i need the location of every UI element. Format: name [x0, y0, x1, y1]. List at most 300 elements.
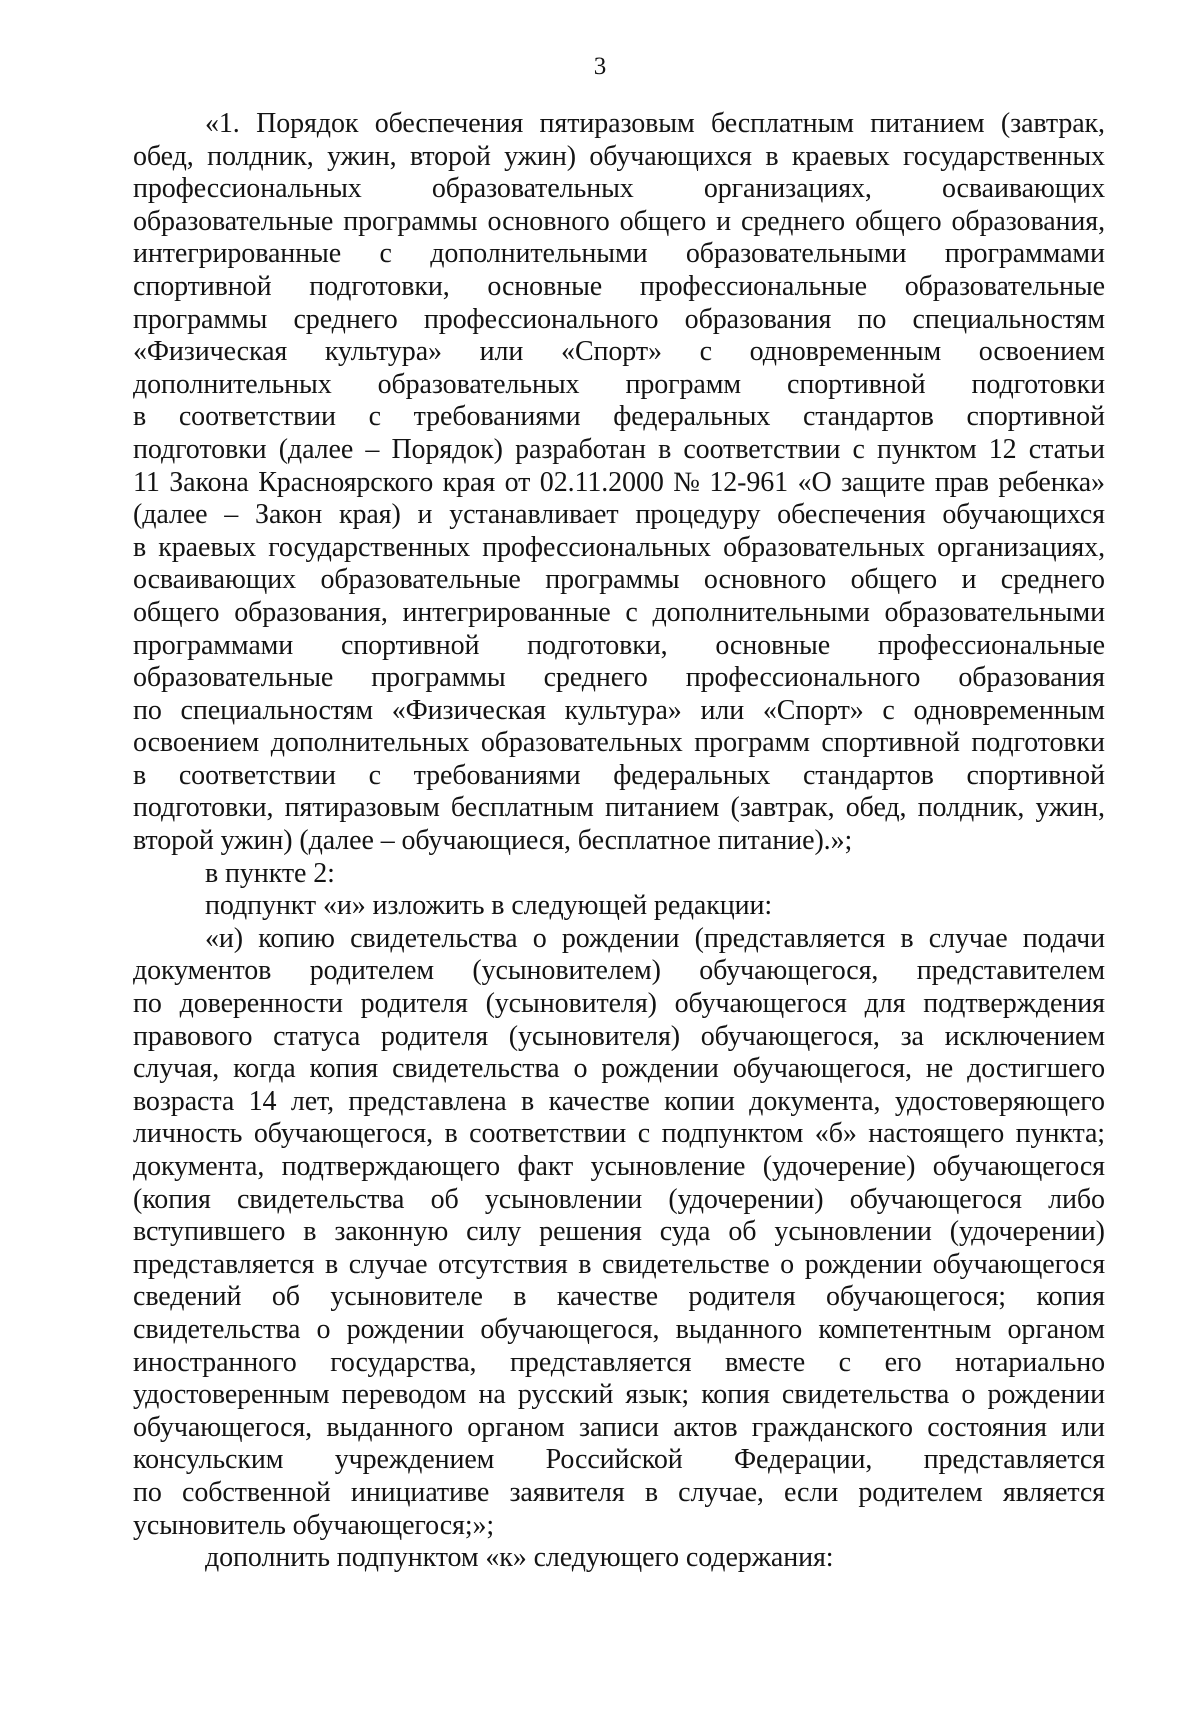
- word: №: [673, 466, 700, 498]
- word: усыновление: [590, 1151, 746, 1182]
- word: документа,: [749, 1085, 881, 1117]
- word: с: [838, 1346, 851, 1378]
- word: образовательные: [133, 662, 334, 694]
- word: в: [900, 922, 914, 954]
- word: в: [644, 1476, 658, 1508]
- text-line: [133, 108, 1105, 141]
- word: одновременным: [749, 336, 942, 368]
- word: обучающегося,: [253, 1118, 433, 1150]
- text-line: [133, 173, 1105, 206]
- word: компетентным: [818, 1313, 992, 1345]
- word: спортивной: [787, 368, 926, 400]
- word: подпунктом: [661, 1118, 804, 1150]
- word: обеспечения: [777, 499, 926, 531]
- word: (удочерение): [762, 1151, 916, 1182]
- word: (удочерении): [949, 1216, 1105, 1248]
- word: иностранного: [133, 1346, 297, 1378]
- text-line: [133, 597, 1105, 630]
- word: организациях,: [937, 531, 1105, 563]
- word: обучающегося,: [133, 1411, 313, 1443]
- text-line: [133, 923, 1105, 956]
- word: осваивающих: [941, 173, 1105, 205]
- word: образовательные: [320, 564, 521, 596]
- word: образовательными: [884, 596, 1105, 628]
- word: программы: [371, 662, 506, 694]
- word: исключением: [944, 1020, 1105, 1052]
- word: и: [417, 499, 433, 531]
- paragraph: [133, 1542, 1105, 1575]
- word: программ: [625, 368, 741, 400]
- word: (представляется: [694, 922, 886, 954]
- word: об: [728, 1216, 757, 1248]
- word: государственных: [268, 531, 471, 563]
- word: в: [765, 140, 779, 172]
- text-line: [133, 271, 1105, 304]
- word: общего: [850, 564, 937, 596]
- text-line: [133, 988, 1105, 1021]
- word: с: [368, 759, 381, 791]
- word: консульским: [133, 1444, 284, 1476]
- word: профессиональных: [133, 173, 362, 205]
- word: Российской: [545, 1444, 683, 1476]
- word: гражданского: [751, 1411, 913, 1443]
- word: освоением: [978, 336, 1105, 368]
- word: интегрированные: [133, 238, 342, 270]
- word: статьи: [1028, 433, 1105, 465]
- word: «1.: [205, 108, 240, 139]
- word: стандартов: [802, 401, 934, 433]
- word: настоящего: [868, 1118, 1005, 1150]
- word: обучающегося,: [480, 1313, 660, 1345]
- word: с: [637, 1118, 651, 1150]
- word: когда: [233, 1053, 296, 1085]
- word: инициативе: [350, 1476, 490, 1508]
- word: 02.11.2000: [539, 466, 664, 498]
- word: –: [224, 499, 239, 531]
- paragraph: [133, 923, 1105, 1542]
- word: в: [658, 433, 672, 465]
- word: «Физическая: [391, 694, 546, 726]
- word: родителя: [380, 1020, 489, 1052]
- word: язык;: [625, 1379, 690, 1411]
- word: полдник,: [207, 140, 314, 172]
- word: интегрированные: [402, 596, 611, 628]
- word: образовательными: [685, 238, 907, 270]
- word: отсутствия: [438, 1248, 568, 1280]
- word: профессионального: [685, 662, 921, 694]
- word: образовательных: [480, 727, 683, 759]
- word: 12: [988, 433, 1017, 465]
- word: бесплатным: [710, 108, 854, 139]
- word: рождении: [987, 1379, 1105, 1411]
- word: спортивной: [966, 401, 1105, 433]
- word: «б»: [814, 1118, 857, 1150]
- page-number: 3: [593, 53, 607, 80]
- word: (удочерении): [668, 1183, 824, 1215]
- text-line: [133, 1281, 1105, 1314]
- word: органом: [1007, 1313, 1105, 1345]
- word: второй: [409, 140, 491, 172]
- word: среднего: [1000, 564, 1105, 596]
- word: пятиразовым: [539, 108, 695, 139]
- word: с: [699, 336, 712, 368]
- word: культура»: [324, 336, 442, 368]
- word: суда: [659, 1216, 711, 1248]
- word: качестве: [556, 1281, 658, 1313]
- word: с: [852, 433, 865, 465]
- word: общего: [855, 205, 942, 237]
- word: 11: [133, 466, 160, 498]
- word: общего: [133, 596, 220, 628]
- text-line: [133, 662, 1105, 695]
- word: в: [133, 531, 147, 563]
- text-line: [133, 695, 1105, 728]
- word: обучающегося,: [700, 1020, 880, 1052]
- word: федеральных: [613, 401, 771, 433]
- text-line: [133, 434, 1105, 467]
- word: свидетельства: [392, 1053, 560, 1085]
- word: программы: [545, 564, 680, 596]
- word: обучающегося,: [732, 1053, 912, 1085]
- word: Порядок: [256, 108, 359, 139]
- word: подготовки,: [133, 792, 274, 824]
- word: образования,: [234, 596, 388, 628]
- text-line: [133, 1314, 1105, 1347]
- word: обучающегося: [932, 1248, 1105, 1280]
- word: или: [700, 694, 745, 726]
- word: случае: [348, 1248, 428, 1280]
- word: требованиями: [413, 401, 581, 433]
- word: лет,: [290, 1085, 334, 1117]
- word: «Спорт»: [762, 694, 864, 726]
- word: статуса: [273, 1020, 361, 1052]
- word: силу: [466, 1216, 522, 1248]
- text-line: [133, 760, 1105, 793]
- word: усыновителе: [330, 1281, 483, 1313]
- word: осваивающих: [133, 564, 297, 596]
- word: обучающихся: [589, 140, 752, 172]
- word: «и): [205, 922, 244, 954]
- word: достигшего: [967, 1053, 1105, 1085]
- word: актов: [673, 1411, 738, 1443]
- word: (завтрак,: [730, 792, 835, 824]
- word: Закона: [169, 466, 249, 498]
- word: и: [961, 564, 977, 596]
- word: дополнительных: [133, 368, 332, 400]
- word: за: [900, 1020, 924, 1052]
- word: личность: [133, 1118, 243, 1150]
- word: записи: [579, 1411, 659, 1443]
- text-line: [133, 141, 1105, 174]
- word: основные: [487, 270, 603, 302]
- text-line: [133, 1444, 1105, 1477]
- word: профессиональные: [877, 629, 1105, 661]
- word: края: [442, 466, 496, 498]
- word: его: [884, 1346, 922, 1378]
- word: переводом: [341, 1379, 467, 1411]
- word: федеральных: [613, 759, 771, 791]
- word: одновременным: [913, 694, 1105, 726]
- word: родителя: [688, 1281, 796, 1313]
- word: русский: [517, 1379, 614, 1411]
- word: вступившего: [133, 1216, 286, 1248]
- paragraph: [133, 858, 1105, 891]
- word: освоением: [133, 727, 260, 759]
- word: с: [625, 596, 638, 628]
- word: стандартов: [802, 759, 934, 791]
- word: соответствии: [178, 401, 336, 433]
- word: обучающегося: [849, 1183, 1022, 1215]
- text-line: [133, 369, 1105, 402]
- word: представляется: [133, 1248, 315, 1280]
- word: удостоверенным: [133, 1379, 330, 1411]
- word: подтверждающего: [281, 1151, 501, 1182]
- word: –: [365, 433, 380, 465]
- word: программ: [694, 727, 810, 759]
- text-line: [133, 467, 1105, 500]
- text-line: [133, 336, 1105, 369]
- word: в: [133, 401, 147, 433]
- word: обучающихся: [942, 499, 1105, 531]
- word: подготовки: [971, 727, 1105, 759]
- word: профессионального: [423, 303, 659, 335]
- text-line: [133, 238, 1105, 271]
- word: об: [430, 1183, 459, 1215]
- word: Закон: [255, 499, 323, 531]
- word: свидетельства: [236, 1183, 405, 1215]
- text-line: [133, 1053, 1105, 1086]
- word: образовательных: [431, 173, 634, 205]
- text-line: [133, 1118, 1105, 1151]
- word: свидетельства: [781, 1379, 950, 1411]
- word: о: [532, 922, 547, 954]
- word: обучающегося: [932, 1151, 1105, 1182]
- word: государства,: [330, 1346, 477, 1378]
- word: специальностям: [180, 694, 373, 726]
- word: законную: [334, 1216, 449, 1248]
- word: образования,: [951, 205, 1105, 237]
- text-line: [133, 630, 1105, 663]
- word: ужин,: [1035, 792, 1105, 824]
- text-line: [133, 532, 1105, 565]
- text-line: [133, 304, 1105, 337]
- word: органом: [467, 1411, 565, 1443]
- text-line: [133, 727, 1105, 760]
- word: ужин,: [327, 140, 397, 172]
- word: обучающегося: [674, 988, 847, 1020]
- word: в: [303, 1216, 317, 1248]
- word: образования: [684, 303, 832, 335]
- word: программы: [133, 303, 268, 335]
- word: образовательные: [133, 205, 334, 237]
- word: Красноярского: [258, 466, 434, 498]
- paragraph: [133, 108, 1105, 858]
- word: случая,: [133, 1053, 220, 1085]
- text-line: усыновитель обучающегося;»;: [133, 1509, 495, 1541]
- word: дополнительных: [270, 727, 470, 759]
- word: среднего: [293, 303, 398, 335]
- word: копия: [701, 1379, 770, 1411]
- word: «Физическая: [133, 336, 288, 368]
- word: факт: [517, 1151, 574, 1182]
- text-line: подпункт «и» изложить в следующей редакции:: [205, 890, 773, 922]
- word: Федерации,: [734, 1444, 873, 1476]
- word: усыновлении: [774, 1216, 932, 1248]
- text-line: [133, 1347, 1105, 1380]
- word: края): [338, 499, 401, 531]
- word: краевых: [158, 531, 257, 563]
- word: нотариально: [955, 1346, 1105, 1378]
- text-line: [133, 401, 1105, 434]
- word: свидетельстве: [602, 1248, 770, 1280]
- word: копия: [309, 1053, 379, 1085]
- word: 14: [248, 1085, 277, 1117]
- word: защите: [841, 466, 926, 498]
- word: подготовки: [971, 368, 1105, 400]
- word: (усыновителем): [472, 955, 661, 987]
- word: разработан: [515, 433, 646, 465]
- word: или: [1061, 1411, 1105, 1443]
- word: обучающегося,: [699, 955, 879, 987]
- word: подготовки,: [309, 270, 450, 302]
- word: среднего: [543, 662, 648, 694]
- word: родителем: [858, 1476, 983, 1508]
- word: выданного: [326, 1411, 453, 1443]
- word: заявителя: [509, 1476, 625, 1508]
- text-line: [133, 206, 1105, 239]
- word: ужин): [504, 140, 576, 172]
- word: ребенка»: [998, 466, 1105, 498]
- word: и: [716, 205, 731, 237]
- word: (завтрак,: [1000, 108, 1105, 139]
- word: не: [925, 1053, 954, 1085]
- word: прав: [934, 466, 989, 498]
- word: программами: [944, 238, 1105, 270]
- word: питанием: [870, 108, 985, 139]
- word: возраста: [133, 1085, 235, 1117]
- word: требованиями: [413, 759, 581, 791]
- paragraph: [133, 890, 1105, 923]
- text-line: [133, 955, 1105, 988]
- word: (далее: [278, 433, 354, 465]
- word: основного: [487, 205, 610, 237]
- word: в: [578, 1248, 592, 1280]
- word: по: [133, 1476, 162, 1508]
- word: родителем: [309, 955, 434, 987]
- word: подготовки,: [527, 629, 668, 661]
- text-line: второй ужин) (далее – обучающиеся, бесплатное питание).»;: [133, 825, 853, 857]
- word: в: [521, 1085, 535, 1117]
- word: для: [864, 988, 906, 1020]
- word: документов: [133, 955, 272, 987]
- word: основные: [715, 629, 831, 661]
- text-line: [133, 1184, 1105, 1217]
- word: родителя: [360, 988, 468, 1020]
- word: свидетельства: [350, 922, 518, 954]
- word: правового: [133, 1020, 253, 1052]
- text-line: [133, 1379, 1105, 1412]
- text-line: дополнить подпунктом «к» следующего содержания:: [205, 1542, 834, 1574]
- word: дополнительными: [652, 596, 870, 628]
- word: соответствии: [178, 759, 336, 791]
- word: (далее: [133, 499, 208, 531]
- word: полдник,: [917, 792, 1025, 824]
- word: рождении: [561, 922, 680, 954]
- word: (усыновителя): [508, 1020, 681, 1052]
- word: с: [882, 694, 895, 726]
- word: образовательных: [377, 368, 580, 400]
- word: по: [133, 694, 162, 726]
- word: сведений: [133, 1281, 242, 1313]
- word: копии: [664, 1085, 735, 1117]
- word: решения: [539, 1216, 642, 1248]
- document-body: [133, 108, 1105, 1575]
- word: копию: [258, 922, 335, 954]
- word: подтверждения: [923, 988, 1105, 1020]
- word: копия: [1036, 1281, 1105, 1313]
- word: пунктом: [877, 433, 977, 465]
- word: по: [857, 303, 887, 335]
- word: в: [513, 1281, 527, 1313]
- word: образовательных: [723, 531, 925, 563]
- word: «Спорт»: [561, 336, 662, 368]
- word: случае: [928, 922, 1008, 954]
- word: государственных: [903, 140, 1105, 172]
- word: дополнительными: [430, 238, 648, 270]
- word: учреждением: [334, 1444, 495, 1476]
- word: представляется: [923, 1444, 1105, 1476]
- word: спортивной: [966, 759, 1105, 791]
- word: обучающегося;: [826, 1281, 1006, 1313]
- word: вместе: [724, 1346, 806, 1378]
- word: спортивной: [340, 629, 480, 661]
- word: устанавливает: [449, 499, 619, 531]
- text-line: в пункте 2:: [205, 857, 335, 889]
- word: случае,: [678, 1476, 764, 1508]
- word: усыновлении: [484, 1183, 643, 1215]
- word: собственной: [182, 1476, 331, 1508]
- word: по: [133, 988, 162, 1020]
- text-line: [133, 1249, 1105, 1282]
- word: профессиональных: [482, 531, 711, 563]
- word: специальностям: [912, 303, 1105, 335]
- word: соответствии: [683, 433, 841, 465]
- text-line: [133, 1021, 1105, 1054]
- word: в: [444, 1118, 458, 1150]
- word: краевых: [791, 140, 890, 172]
- word: на: [478, 1379, 506, 1411]
- word: удостоверяющего: [894, 1085, 1105, 1117]
- word: о: [316, 1313, 331, 1345]
- text-line: [133, 1216, 1105, 1249]
- word: о: [573, 1053, 588, 1085]
- word: образования: [958, 662, 1105, 694]
- word: об: [271, 1281, 300, 1313]
- word: документа,: [133, 1151, 265, 1182]
- word: рождении: [601, 1053, 719, 1085]
- text-line: [133, 792, 1105, 825]
- word: основного: [703, 564, 827, 596]
- word: доверенности: [179, 988, 343, 1020]
- word: бесплатным: [450, 792, 594, 824]
- word: представителем: [916, 955, 1105, 987]
- word: в: [133, 759, 147, 791]
- text-line: [133, 1151, 1105, 1184]
- word: подготовки: [133, 433, 267, 465]
- word: если: [784, 1476, 839, 1508]
- word: является: [1002, 1476, 1105, 1508]
- word: питанием: [604, 792, 720, 824]
